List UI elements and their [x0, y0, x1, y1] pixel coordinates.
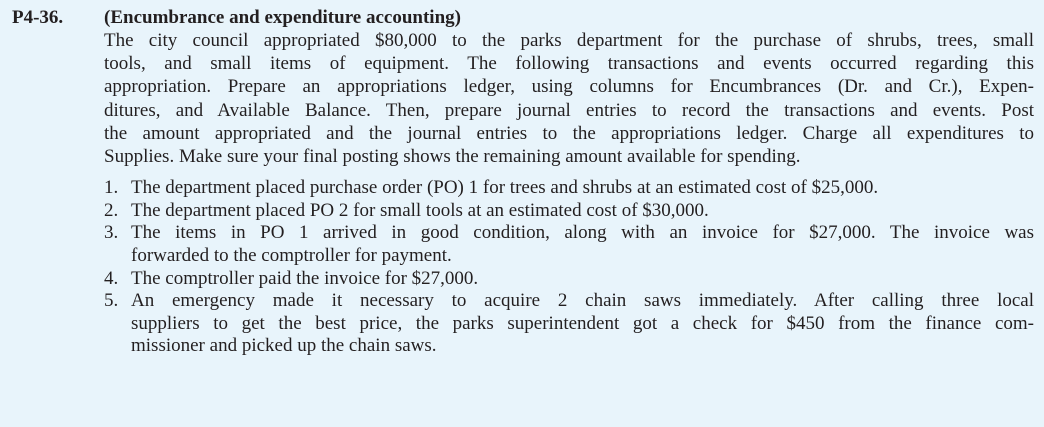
item-number: 5. [104, 290, 119, 312]
item-text [131, 268, 1034, 291]
item-line: An emergency made it necessary to acquire 2 chain saws immediately. After calling three local [131, 290, 1034, 312]
list-item [104, 200, 1034, 223]
item-number: 1. [104, 177, 119, 199]
item-line: suppliers to get the best price, the parks superintendent got a check for $450 from the finance com- [131, 312, 1034, 334]
problem-content [104, 6, 1034, 374]
list-item [104, 290, 1034, 358]
intro-line: tools, and small items of equipment. The following transactions and events occurred regarding this [104, 53, 1034, 75]
item-text [131, 222, 1034, 267]
list-item [104, 177, 1034, 200]
item-line: The department placed PO 2 for small tools at an estimated cost of $30,000. [131, 199, 709, 221]
list-item [104, 222, 1034, 267]
intro-line: the amount appropriated and the journal entries to the appropriations ledger. Charge all expenditures to [104, 122, 1034, 144]
item-text [131, 177, 1034, 200]
problem-number: P4-36. [12, 7, 64, 28]
item-number: 4. [104, 267, 119, 289]
problem-title: (Encumbrance and expenditure accounting) [104, 7, 461, 28]
item-number: 2. [104, 199, 119, 221]
intro-line: appropriation. Prepare an appropriations ledger, using columns for Encumbrances (Dr. and Cr.), Expen- [104, 76, 1034, 98]
item-text [131, 290, 1034, 358]
intro-line: Supplies. Make sure your final posting shows the remaining amount available for spending. [104, 146, 801, 168]
intro-line: ditures, and Available Balance. Then, prepare journal entries to record the transactions and events. Post [104, 99, 1034, 121]
intro-line: The city council appropriated $80,000 to the parks department for the purchase of shrubs, trees, small [104, 30, 1034, 51]
transaction-list [104, 177, 1034, 358]
item-text [131, 200, 1034, 223]
problem-intro [104, 29, 1034, 168]
item-line: The items in PO 1 arrived in good condition, along with an invoice for $27,000. The invoice was [131, 222, 1034, 244]
item-line: missioner and picked up the chain saws. [131, 335, 437, 357]
item-line: The comptroller paid the invoice for $27,000. [131, 267, 479, 289]
item-number: 3. [104, 222, 119, 244]
item-line: forwarded to the comptroller for payment. [131, 245, 452, 266]
list-item [104, 268, 1034, 291]
item-line: The department placed purchase order (PO) 1 for trees and shrubs at an estimated cost of $25,000. [131, 177, 879, 199]
